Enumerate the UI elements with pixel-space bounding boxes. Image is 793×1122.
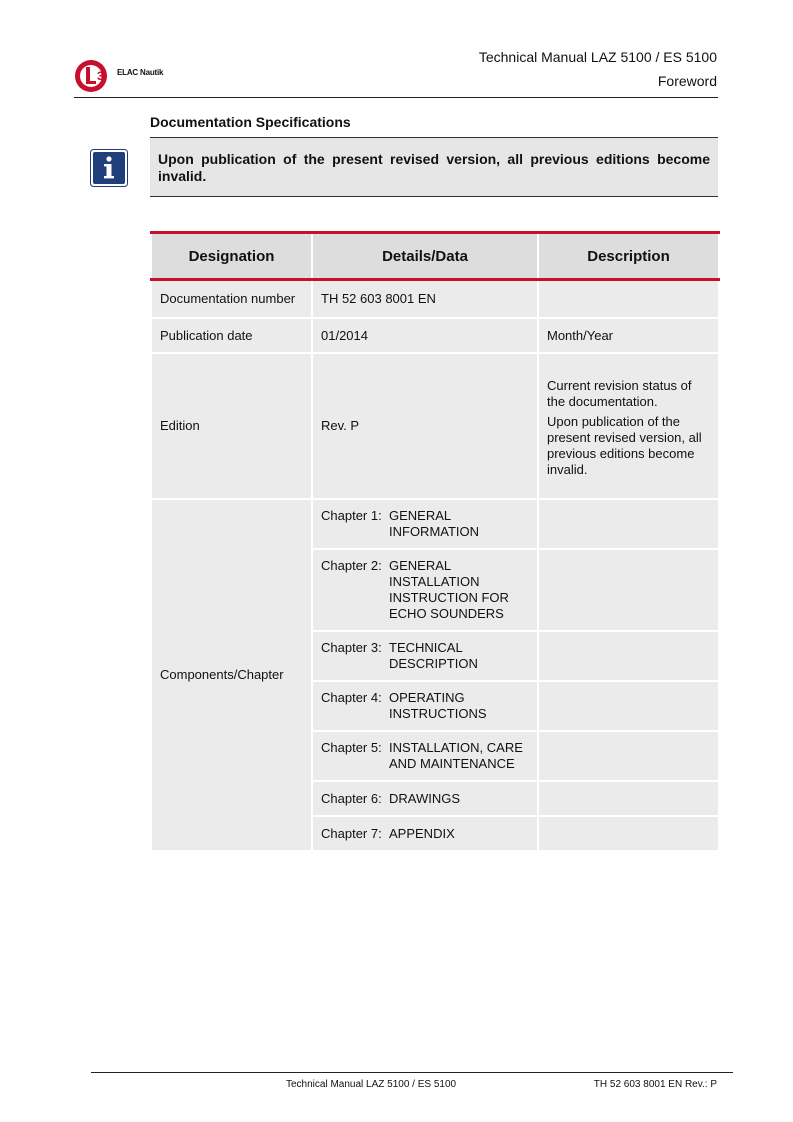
l3-logo-icon [73,56,113,96]
documentation-spec-table [150,231,720,852]
designation-cell: Publication date [151,318,312,353]
chapter-label: Chapter 3: [321,640,382,655]
designation-cell: Edition [151,353,312,499]
description-cell [538,781,719,816]
company-logo [73,56,193,96]
chapter-cell [312,631,538,681]
details-cell: TH 52 603 8001 EN [312,280,538,319]
chapter-cell [312,816,538,851]
chapter-name: GENERAL INSTALLATION INSTRUCTION FOR ECHO SOUNDERS [389,558,509,621]
column-header: Description [538,233,719,280]
svg-text:3: 3 [97,69,104,83]
description-cell [538,681,719,731]
table-row [151,318,719,353]
header-divider [74,97,718,98]
chapter-name: TECHNICAL DESCRIPTION [389,640,478,671]
description-cell [538,280,719,319]
chapter-label: Chapter 1: [321,508,382,523]
column-header: Designation [151,233,312,280]
designation-cell: Documentation number [151,280,312,319]
table-row [151,499,719,549]
description-cell [538,731,719,781]
table-row [151,353,719,499]
description-cell [538,353,719,499]
description-cell [538,631,719,681]
designation-cell: Components/Chapter [151,499,312,851]
chapter-name: INSTALLATION, CARE AND MAINTENANCE [389,740,523,771]
chapter-cell [312,731,538,781]
chapter-name: APPENDIX [389,825,455,841]
chapter-cell [312,499,538,549]
document-title: Technical Manual LAZ 5100 / ES 5100 [478,49,717,65]
footer-doc-number: TH 52 603 8001 EN Rev.: P [593,1079,717,1090]
table-header-row [151,233,719,280]
description-text: Current revision status of the documentation. [547,378,692,409]
details-cell: 01/2014 [312,318,538,353]
footer-document-title: Technical Manual LAZ 5100 / ES 5100 [286,1079,457,1090]
description-cell [538,499,719,549]
chapter-label: Chapter 7: [321,825,382,841]
section-title: Documentation Specifications [150,114,351,130]
logo-text: ELAC Nautik [117,68,164,77]
chapter-label: Chapter 4: [321,690,382,705]
description-cell [538,816,719,851]
chapter-name: OPERATING INSTRUCTIONS [389,690,487,721]
footer-divider [91,1072,733,1073]
chapter-cell [312,549,538,631]
chapter-name: GENERAL INFORMATION [389,508,480,539]
column-header: Details/Data [312,233,538,280]
description-text: Upon publication of the present revised version, all previous editions become invalid. [547,414,702,477]
description-cell: Month/Year [538,318,719,353]
note-box [150,137,718,197]
chapter-label: Chapter 2: [321,558,382,573]
chapter-cell [312,781,538,816]
details-cell: Rev. P [312,353,538,499]
chapter-label: Chapter 6: [321,790,382,806]
description-cell [538,549,719,631]
table-row [151,280,719,319]
chapter-label: Chapter 5: [321,740,382,755]
chapter-cell [312,681,538,731]
note-text: Upon publication of the present revised version, all previous editions become invalid. [158,151,710,184]
chapter-name: DRAWINGS [389,790,461,806]
chapter-title: Foreword [657,73,717,89]
info-icon [90,149,128,187]
